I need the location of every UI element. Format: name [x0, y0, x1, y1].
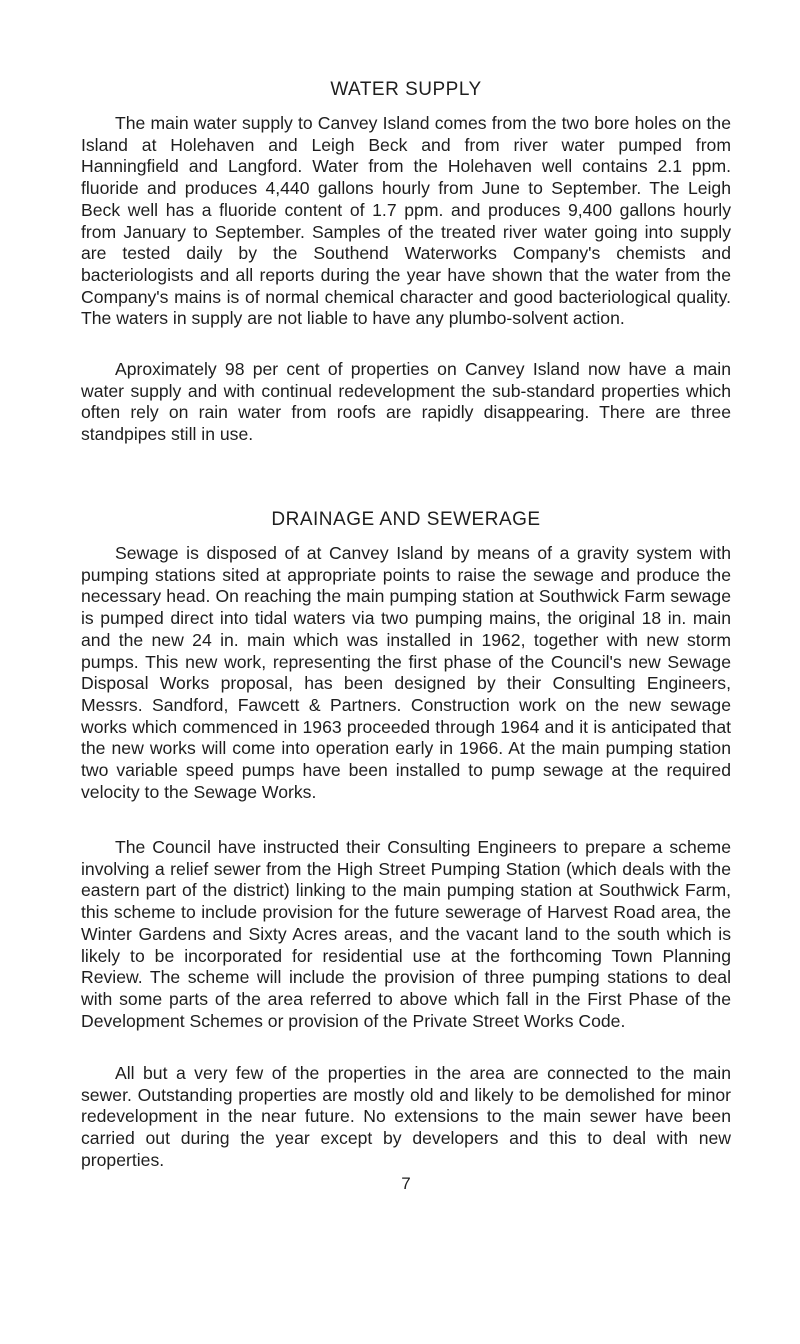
paragraph-water-supply-1: The main water supply to Canvey Island comes from the two bore holes on the Island at Holehaven and Leigh Beck and from river water pumped from Hanningfield and Langford. Water from the Holehaven well contains 2.1 ppm. fluoride and produces 4,440 gallons hourly from June to September. The Leigh Beck well has a fluoride content of 1.7 ppm. and produces 9,400 gallons hourly from January to September. Samples of the treated river water going into supply are tested daily by the Southend Waterworks Company's chemists and bacteriologists and all reports during the year have shown that the water from the Company's mains is of normal chemical character and good bacteriological quality. The waters in supply are not liable to have any plumbo-solvent action. — [81, 113, 731, 329]
page-number: 7 — [401, 1174, 411, 1193]
section-heading-drainage-and-sewerage: DRAINAGE AND SEWERAGE — [271, 509, 541, 530]
paragraph-drainage-3: All but a very few of the properties in the area are connected to the main sewer. Outstanding properties are mostly old and likely to be demolished for minor redevelopment in the near future. No extensions to the main sewer have been carried out during the year except by developers and this to deal with new properties. — [81, 1063, 731, 1170]
section-heading-water-supply: WATER SUPPLY — [330, 79, 482, 100]
paragraph-drainage-1: Sewage is disposed of at Canvey Island by means of a gravity system with pumping stations sited at appropriate points to raise the sewage and produce the necessary head. On reaching the main pumping station at Southwick Farm sewage is pumped direct into tidal waters via two pumping mains, the original 18 in. main and the new 24 in. main which was installed in 1962, together with new storm pumps. This new work, representing the first phase of the Council's new Sewage Disposal Works proposal, has been designed by their Consulting Engineers, Messrs. Sandford, Fawcett & Partners. Construction work on the new sewage works which commenced in 1963 proceeded through 1964 and it is anticipated that the new works will come into operation early in 1966. At the main pumping station two variable speed pumps have been installed to pump sewage at the required velocity to the Sewage Works. — [81, 543, 731, 802]
paragraph-drainage-2: The Council have instructed their Consulting Engineers to prepare a scheme involving a relief sewer from the High Street Pumping Station (which deals with the eastern part of the district) linking to the main pumping station at Southwick Farm, this scheme to include provision for the future sewerage of Harvest Road area, the Winter Gardens and Sixty Acres areas, and the vacant land to the south which is likely to be incorporated for residential use at the forthcoming Town Planning Review. The scheme will include the provision of three pumping stations to deal with some parts of the area referred to above which fall in the First Phase of the Development Schemes or provision of the Private Street Works Code. — [81, 837, 731, 1031]
paragraph-water-supply-2: Aproximately 98 per cent of properties on Canvey Island now have a main water supply and with continual redevelopment the sub-standard properties which often rely on rain water from roofs are rapidly disappearing. There are three standpipes still in use. — [81, 359, 731, 445]
